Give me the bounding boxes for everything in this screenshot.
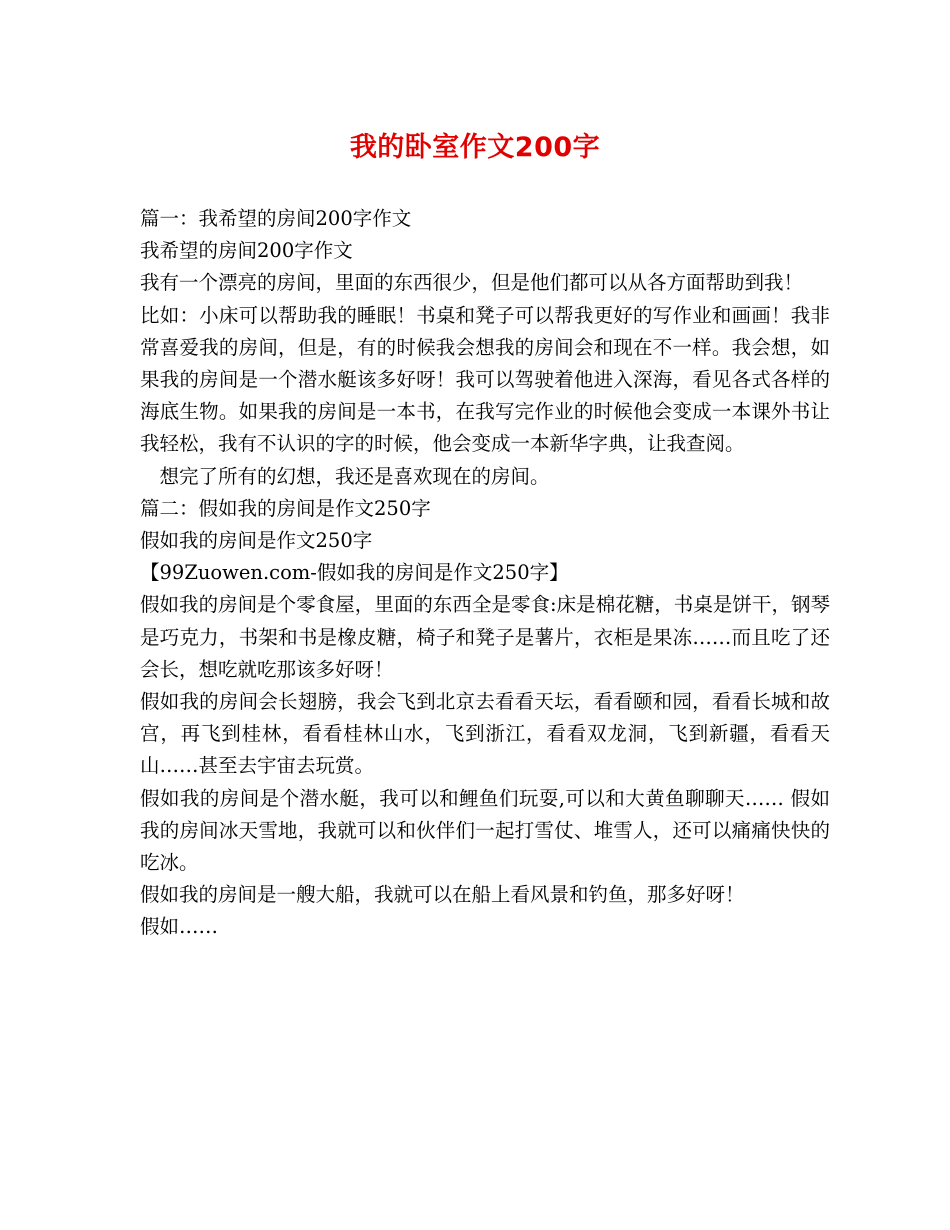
paragraph: 假如我的房间是作文250字 — [140, 529, 373, 553]
paragraph: 想完了所有的幻想，我还是喜欢现在的房间。 — [140, 464, 550, 488]
paragraph: 我有一个漂亮的房间，里面的东西很少，但是他们都可以从各方面帮助到我！ — [140, 271, 804, 295]
paragraph: 篇一：我希望的房间200字作文 — [140, 207, 412, 230]
paragraph: 篇二：假如我的房间是作文250字 — [140, 496, 431, 520]
paragraph: 假如我的房间是个潜水艇，我可以和鲤鱼们玩耍,可以和大黄鱼聊聊天…… 假如我的房间冰天雪地，我就可以和伙伴们一起打雪仗、堆雪人，还可以痛痛快快的吃冰。 — [140, 786, 830, 875]
paragraph: 假如我的房间是一艘大船，我就可以在船上看风景和钓鱼，那多好呀！ — [140, 883, 745, 907]
paragraph: 比如：小床可以帮助我的睡眠！书桌和凳子可以帮我更好的写作业和画画！我非常喜爱我的房间，但是，有的时候我会想我的房间会和现在不一样。我会想，如果我的房间是一个潜水艇该多好呀！我可以驾驶着他进入深海，看见各式各样的海底生物。如果我的房间是一本书，在我写完作业的时候他会变成一本课外书让我轻松，我有不认识的字的时候，他会变成一本新华字典，让我查阅。 — [140, 303, 830, 456]
document-title: 我的卧室作文200字 — [349, 132, 601, 163]
paragraph: 【99Zuowen.com-假如我的房间是作文250字】 — [140, 561, 569, 585]
paragraph: 假如我的房间是个零食屋，里面的东西全是零食:床是棉花糖，书桌是饼干，钢琴是巧克力，书架和书是橡皮糖，椅子和凳子是薯片，衣柜是果冻……而且吃了还会长，想吃就吃那该多好呀！ — [140, 593, 830, 681]
paragraph: 假如我的房间会长翅膀，我会飞到北京去看看天坛，看看颐和园，看看长城和故宫，再飞到桂林，看看桂林山水，飞到浙江，看看双龙洞，飞到新疆，看看天山……甚至去宇宙去玩赏。 — [140, 690, 830, 778]
paragraph: 我希望的房间200字作文 — [140, 239, 353, 263]
paragraph: 假如…… — [140, 915, 219, 939]
document-body — [140, 203, 830, 944]
